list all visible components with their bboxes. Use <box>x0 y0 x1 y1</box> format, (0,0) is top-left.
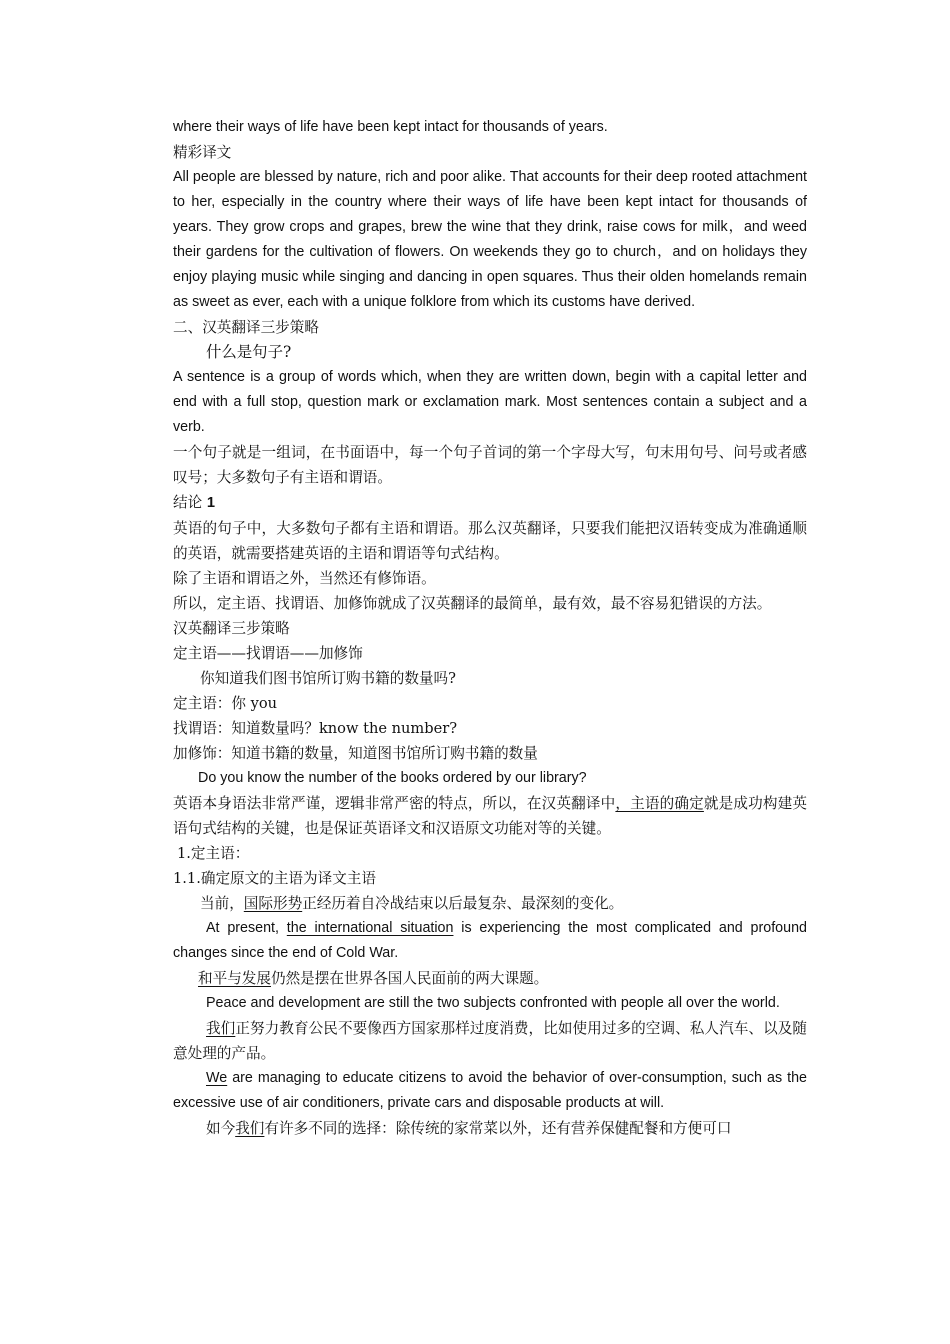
step-modifier: 加修饰：知道书籍的数量，知道图书馆所订购书籍的数量 <box>173 745 538 762</box>
example2-zh-post: 仍然是摆在世界各国人民面前的两大课题。 <box>270 970 549 987</box>
intro-tail: where their ways of life have been kept intact for thousands of years. <box>173 119 608 135</box>
example2-en: Peace and development are still the two subjects confronted with people all over the world. <box>206 995 780 1011</box>
grammar-text-underlined: ，主语的确定 <box>615 795 704 812</box>
step-predicate: 找谓语：知道数量吗？know the number? <box>173 720 458 737</box>
example-answer: Do you know the number of the books ordered by our library? <box>198 770 587 786</box>
conclusion-paragraph: 英语的句子中，大多数句子都有主语和谓语。那么汉英翻译，只要我们能把汉语转变成为准确通顺的英语，就需要搭建英语的主语和谓语等句式结构。 <box>173 520 807 562</box>
heading-translation: 精彩译文 <box>173 144 232 161</box>
example3-zh-subject: 我们 <box>206 1020 236 1037</box>
example1-en-post: is experiencing the most complicated and profound changes since the end of Cold War. <box>173 920 807 961</box>
example3-en <box>173 1066 807 1116</box>
conclusion-number: 1 <box>206 495 215 511</box>
example1-en <box>173 916 807 966</box>
grammar-text-post: 就是成功构建英语句式结构的关键，也是保证英语译文和汉语原文功能对等的关键。 <box>173 795 807 837</box>
example2-zh-subject: 和平与发展 <box>198 970 271 987</box>
conclusion-heading <box>173 490 807 516</box>
grammar-text-pre: 英语本身语法非常严谨，逻辑非常严密的特点，所以，在汉英翻译中 <box>173 795 616 812</box>
example3-en-subject: We <box>206 1070 228 1086</box>
strategy-title: 汉英翻译三步策略 <box>173 620 290 637</box>
example4-zh-post: 有许多不同的选择：除传统的家常菜以外，还有营养保健配餐和方便可口 <box>264 1120 732 1137</box>
besides-line: 除了主语和谓语之外，当然还有修饰语。 <box>173 570 436 587</box>
example4-zh <box>173 1116 807 1141</box>
example2-zh <box>173 966 807 991</box>
point-1-heading: 1.定主语： <box>177 845 250 862</box>
sentence-definition-en: A sentence is a group of words which, when they are written down, begin with a capital letter and end with a full stop, question mark or exclamation mark. Most sentences contain a subject and a verb. <box>173 369 807 435</box>
point-1-1-heading: 1.1.确定原文的主语为译文主语 <box>173 870 376 887</box>
example-question: 你知道我们图书馆所订购书籍的数量吗? <box>200 670 456 687</box>
example1-en-pre: At present, <box>206 920 287 936</box>
grammar-paragraph <box>173 791 807 841</box>
step-subject: 定主语：你 you <box>173 695 278 712</box>
what-is-sentence: 什么是句子? <box>206 343 292 361</box>
conclusion-label: 结论 <box>173 494 203 511</box>
example1-zh-subject: 国际形势 <box>243 895 303 912</box>
example4-zh-subject: 我们 <box>235 1120 265 1137</box>
example3-zh <box>173 1016 807 1066</box>
example1-zh <box>173 891 807 916</box>
example1-en-subject: the international situation <box>286 920 454 936</box>
example4-zh-pre: 如今 <box>206 1120 236 1137</box>
document-page <box>173 115 807 1141</box>
example1-zh-pre: 当前， <box>200 895 244 912</box>
therefore-paragraph: 所以，定主语、找谓语、加修饰就成了汉英翻译的最简单，最有效，最不容易犯错误的方法。 <box>173 595 772 612</box>
translation-paragraph: All people are blessed by nature, rich and poor alike. That accounts for their deep rooted attachment to her, especially in the country where their ways of life have been kept intact for thousands of years. They grow crops and grapes, brew the wine that they drink, raise cows for milk，and weed their gardens for the cultivation of flowers. On weekends they go to church，and on holidays they enjoy playing music while singing and dancing in open squares. Thus their olden homelands remain as sweet as ever, each with a unique folklore from which its customs have derived. <box>173 169 807 310</box>
strategy-steps: 定主语——找谓语——加修饰 <box>173 645 363 662</box>
section-two-heading: 二、汉英翻译三步策略 <box>173 319 319 336</box>
sentence-definition-zh: 一个句子就是一组词，在书面语中，每一个句子首词的第一个字母大写，句末用句号、问号或者感叹号；大多数句子有主语和谓语。 <box>173 444 807 486</box>
example3-en-post: are managing to educate citizens to avoid the behavior of over-consumption, such as the excessive use of air conditioners, private cars and disposable products at will. <box>173 1070 807 1111</box>
example3-zh-post: 正努力教育公民不要像西方国家那样过度消费，比如使用过多的空调、私人汽车、以及随意处理的产品。 <box>173 1020 807 1062</box>
example1-zh-post: 正经历着自冷战结束以后最复杂、最深刻的变化。 <box>302 895 624 912</box>
